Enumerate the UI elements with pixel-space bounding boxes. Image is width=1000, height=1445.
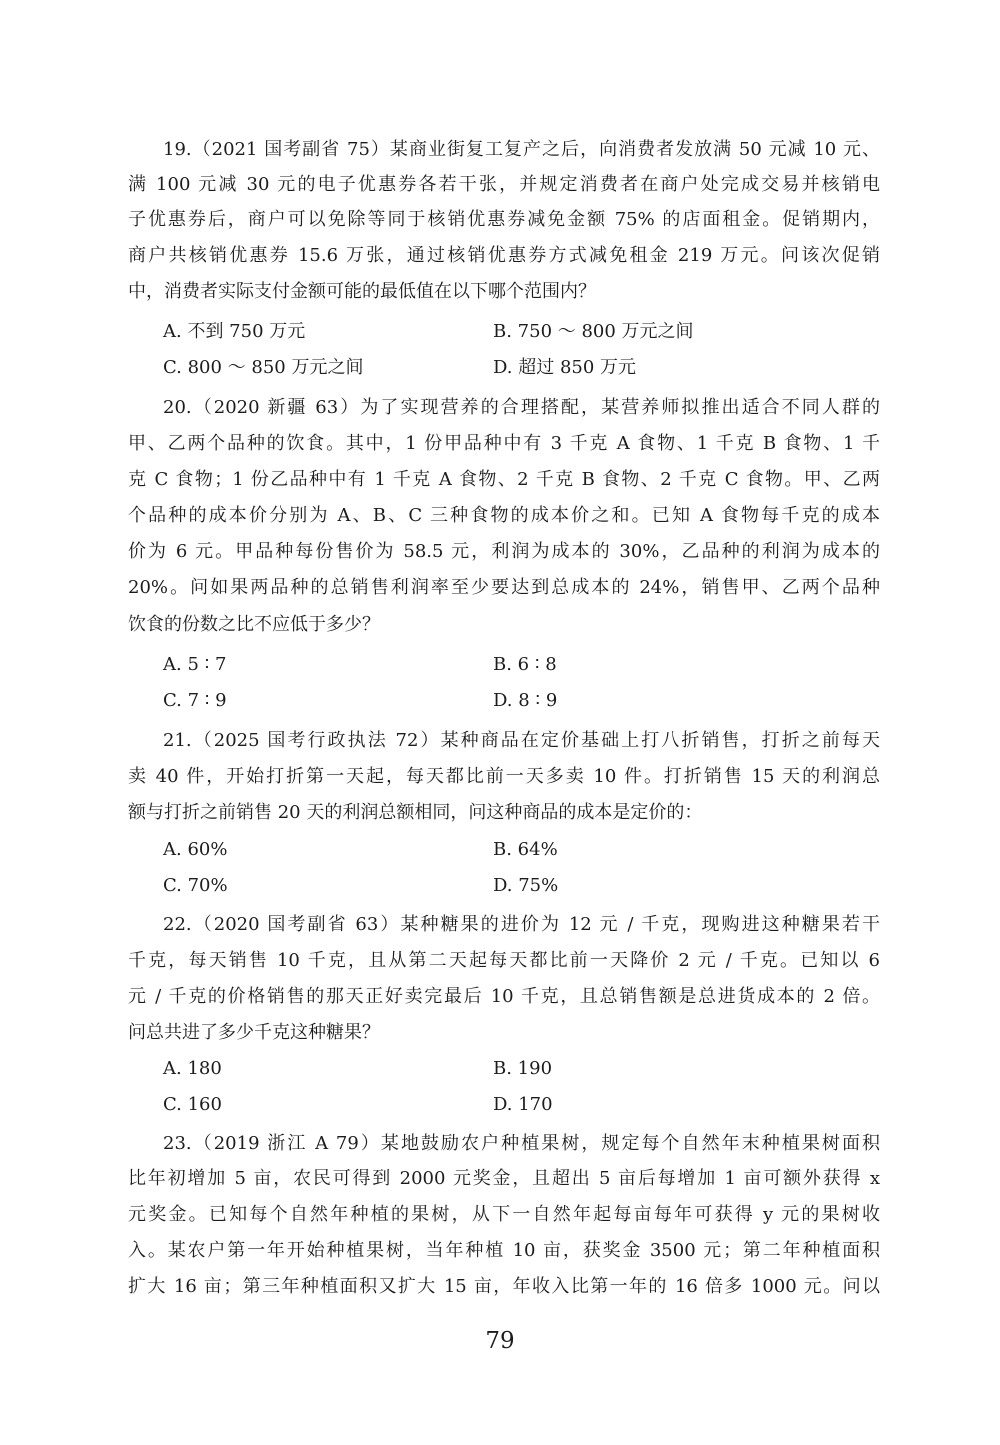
question-20-line-5: 价为 6 元。甲品种每份售价为 58.5 元，利润为成本的 30%，乙品种的利润为成本的 [128,541,880,562]
question-21-option-b: B. 64% [493,839,558,860]
question-22-line-1: 22.（2020 国考副省 63）某种糖果的进价为 12 元 / 千克，现购进这种糖果若干 [163,914,880,935]
question-23-line-4: 入。某农户第一年开始种植果树，当年种植 10 亩，获奖金 3500 元；第二年种植面积 [128,1240,880,1261]
question-19-line-4: 商户共核销优惠券 15.6 万张，通过核销优惠券方式减免租金 219 万元。问该次促销 [128,245,880,266]
question-21-option-a: A. 60% [163,839,228,860]
question-20-option-a: A. 5 ∶ 7 [163,654,227,675]
question-19-option-c: C. 800 ～ 850 万元之间 [163,357,364,378]
question-19-line-5: 中，消费者实际支付金额可能的最低值在以下哪个范围内？ [128,281,596,302]
question-23-line-3: 元奖金。已知每个自然年种植的果树，从下一自然年起每亩每年可获得 y 元的果树收 [128,1204,880,1225]
question-20-line-4: 个品种的成本价分别为 A、B、C 三种食物的成本价之和。已知 A 食物每千克的成本 [128,505,880,526]
question-20-option-d: D. 8 ∶ 9 [493,690,558,711]
question-19-option-a: A. 不到 750 万元 [163,321,306,342]
question-22-option-d: D. 170 [493,1094,553,1115]
question-21-option-c: C. 70% [163,875,228,896]
question-23-line-2: 比年初增加 5 亩，农民可得到 2000 元奖金，且超出 5 亩后每增加 1 亩可额外获得 x [128,1168,880,1189]
question-21-option-d: D. 75% [493,875,559,896]
question-21-line-3: 额与打折之前销售 20 天的利润总额相同，问这种商品的成本是定价的： [128,802,703,823]
question-23-line-5: 扩大 16 亩；第三年种植面积又扩大 15 亩，年收入比第一年的 16 倍多 1000 元。问以 [128,1276,880,1297]
question-22-option-b: B. 190 [493,1058,553,1079]
question-20-option-c: C. 7 ∶ 9 [163,690,227,711]
question-22-line-4: 问总共进了多少千克这种糖果？ [128,1022,380,1043]
question-20-line-2: 甲、乙两个品种的饮食。其中，1 份甲品种中有 3 千克 A 食物、1 千克 B 食物、1 千 [128,433,880,454]
question-22-option-a: A. 180 [163,1058,222,1079]
question-22-option-c: C. 160 [163,1094,222,1115]
question-19-line-3: 子优惠券后，商户可以免除等同于核销优惠券减免金额 75% 的店面租金。促销期内， [128,209,880,230]
question-20-line-3: 克 C 食物；1 份乙品种中有 1 千克 A 食物、2 千克 B 食物、2 千克 C 食物。甲、乙两 [128,469,880,490]
question-19-line-2: 满 100 元减 30 元的电子优惠券各若干张，并规定消费者在商户处完成交易并核销电 [128,174,880,195]
question-19-line-1: 19.（2021 国考副省 75）某商业街复工复产之后，向消费者发放满 50 元减 10 元、 [163,139,880,160]
question-20-option-b: B. 6 ∶ 8 [493,654,557,675]
page-number: 79 [485,1328,515,1354]
question-19-option-d: D. 超过 850 万元 [493,357,637,378]
question-22-line-3: 元 / 千克的价格销售的那天正好卖完最后 10 千克，且总销售额是总进货成本的 2 倍。 [128,986,880,1007]
question-20-line-1: 20.（2020 新疆 63）为了实现营养的合理搭配，某营养师拟推出适合不同人群的 [163,397,880,418]
question-22-line-2: 千克，每天销售 10 千克，且从第二天起每天都比前一天降价 2 元 / 千克。已知以 6 [128,950,880,971]
question-21-line-1: 21.（2025 国考行政执法 72）某种商品在定价基础上打八折销售，打折之前每天 [163,730,880,751]
question-19-option-b: B. 750 ～ 800 万元之间 [493,321,694,342]
question-20-line-7: 饮食的份数之比不应低于多少？ [128,614,380,635]
question-23-line-1: 23.（2019 浙江 A 79）某地鼓励农户种植果树，规定每个自然年末种植果树面积 [163,1133,880,1154]
question-21-line-2: 卖 40 件，开始打折第一天起，每天都比前一天多卖 10 件。打折销售 15 天的利润总 [128,766,880,787]
question-20-line-6: 20%。问如果两品种的总销售利润率至少要达到总成本的 24%，销售甲、乙两个品种 [128,577,880,598]
